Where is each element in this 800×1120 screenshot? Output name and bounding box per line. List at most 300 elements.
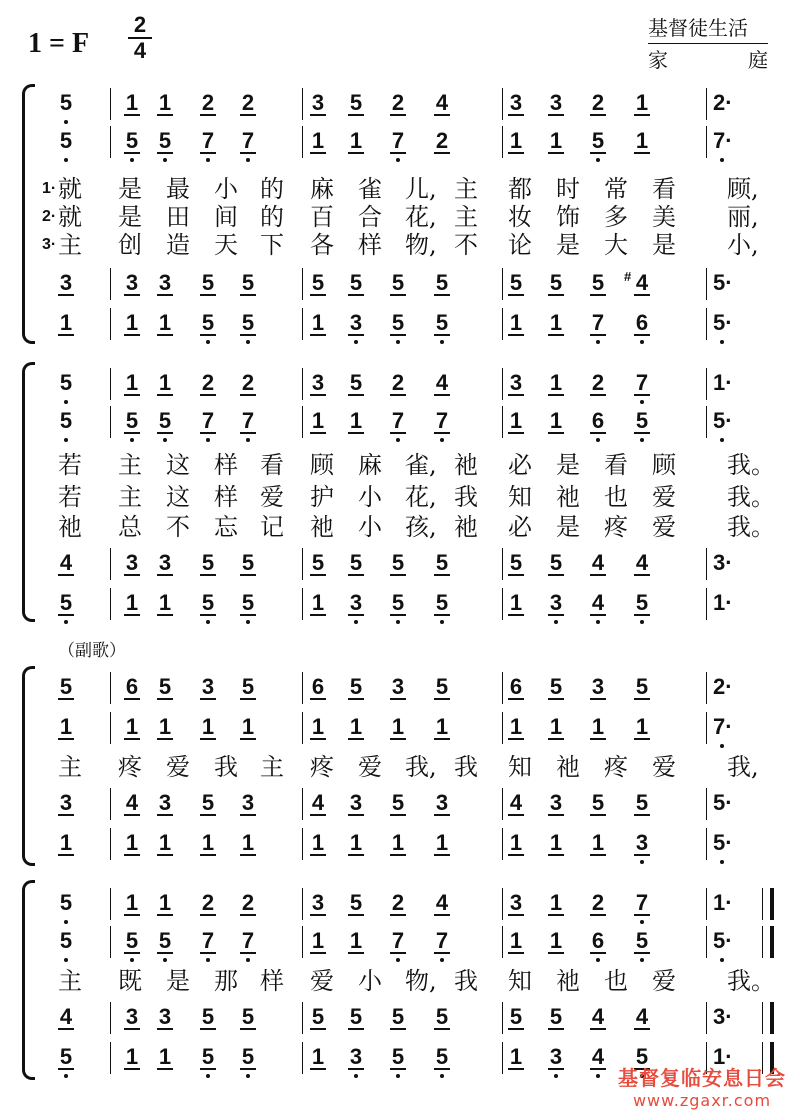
note: [309, 930, 327, 952]
note-digit: 6: [635, 310, 649, 335]
note-digit: 6: [509, 674, 523, 699]
note: [309, 892, 327, 914]
note-digit: 5: [391, 790, 405, 815]
note-underline: [390, 432, 406, 434]
lyric-syllable: 疼: [118, 753, 142, 781]
note: [433, 1046, 451, 1068]
note-underline: [157, 1028, 173, 1030]
bar-line: [302, 1042, 303, 1074]
low-octave-dot: [163, 438, 167, 442]
note: [309, 410, 327, 432]
note-underline: [157, 432, 173, 434]
note: [547, 1006, 565, 1028]
note: [507, 130, 525, 152]
note-digit: 5: [435, 1044, 449, 1069]
bar-line: [502, 548, 503, 580]
lyric-syllable: 物,: [405, 967, 437, 995]
note: [156, 716, 174, 738]
note: [589, 892, 607, 914]
note-underline: [124, 952, 140, 954]
lyric-syllable: 爱: [652, 513, 676, 541]
lyric-syllable: 看: [260, 451, 284, 479]
note-digit: 2: [591, 90, 605, 115]
note-underline: [508, 432, 524, 434]
bar-line: [302, 368, 303, 400]
note-underline: [634, 1028, 650, 1030]
note: [156, 592, 174, 614]
note-digit: 7: [201, 928, 215, 953]
lyric-syllable: 麻: [358, 451, 382, 479]
note-underline: [390, 814, 406, 816]
bar-line: [110, 926, 111, 958]
note-digit: 5·: [713, 928, 733, 953]
note-digit: 1: [635, 90, 649, 115]
lyric-syllable: 孩,: [405, 513, 437, 541]
note: [713, 372, 731, 394]
lyric-syllable: 是: [166, 967, 190, 995]
note-digit: 7: [241, 128, 255, 153]
note: [347, 1006, 365, 1028]
note-digit: 1: [125, 714, 139, 739]
note-digit: 7: [391, 128, 405, 153]
note-digit: 3: [509, 890, 523, 915]
note-digit: 5: [59, 370, 73, 395]
note-digit: 1: [311, 830, 325, 855]
note: [347, 832, 365, 854]
note: [347, 676, 365, 698]
note-underline: [310, 914, 326, 916]
note: [309, 92, 327, 114]
note: [589, 592, 607, 614]
note-digit: 5: [201, 590, 215, 615]
note-underline: [434, 334, 450, 336]
note-underline: [58, 574, 74, 576]
bar-line: [110, 308, 111, 340]
note-underline: [240, 614, 256, 616]
note-underline: [58, 814, 74, 816]
lyric-syllable: 我。: [727, 967, 775, 995]
note-underline: [508, 334, 524, 336]
note: [713, 676, 731, 698]
note-digit: 1: [311, 128, 325, 153]
note-digit: 1: [158, 1044, 172, 1069]
lyric-syllable: 也: [604, 967, 628, 995]
note: [123, 592, 141, 614]
note-underline: [348, 738, 364, 740]
note-digit: 6: [125, 674, 139, 699]
note-underline: [508, 294, 524, 296]
low-octave-dot: [206, 958, 210, 962]
note-digit: 1: [158, 370, 172, 395]
note: [547, 676, 565, 698]
note-digit: 7: [201, 408, 215, 433]
note: [589, 130, 607, 152]
note-digit: 4: [435, 90, 449, 115]
note: [389, 892, 407, 914]
note-digit: 5: [241, 270, 255, 295]
note: [156, 1006, 174, 1028]
note-digit: 3: [311, 90, 325, 115]
bar-line: [110, 268, 111, 300]
note: [57, 892, 75, 914]
note: [309, 552, 327, 574]
note: [156, 792, 174, 814]
note: [433, 592, 451, 614]
bar-line: [706, 672, 707, 704]
note: [309, 130, 327, 152]
low-octave-dot: [596, 958, 600, 962]
note: [347, 792, 365, 814]
note-underline: [124, 698, 140, 700]
note: [156, 130, 174, 152]
verse-number: 1·: [42, 180, 57, 197]
note: [547, 92, 565, 114]
lyric-syllable: 主: [118, 451, 142, 479]
note-digit: 5: [435, 590, 449, 615]
lyric-syllable: 爱: [358, 753, 382, 781]
note-digit: 5·: [713, 310, 733, 335]
note-digit: 5: [435, 674, 449, 699]
note-digit: 2: [241, 90, 255, 115]
note-underline: [548, 114, 564, 116]
note: [507, 792, 525, 814]
note-underline: [157, 334, 173, 336]
lyric-syllable: 丽,: [727, 203, 759, 231]
note: [389, 552, 407, 574]
watermark-name: 基督复临安息日会: [618, 1066, 786, 1090]
note-underline: [240, 294, 256, 296]
low-octave-dot: [720, 340, 724, 344]
low-octave-dot: [396, 1074, 400, 1078]
lyric-syllable: 论: [508, 231, 532, 259]
note-underline: [548, 698, 564, 700]
note-underline: [634, 334, 650, 336]
note-underline: [240, 334, 256, 336]
note: [507, 312, 525, 334]
note-digit: 5: [635, 790, 649, 815]
note-underline: [390, 294, 406, 296]
note-digit: 1: [549, 890, 563, 915]
lyric-syllable: 也: [604, 483, 628, 511]
bar-line: [502, 268, 503, 300]
note-digit: 5: [635, 408, 649, 433]
note-digit: 1: [158, 90, 172, 115]
note-underline: [240, 114, 256, 116]
low-octave-dot: [206, 438, 210, 442]
note: [433, 832, 451, 854]
note-digit: 1·: [713, 1044, 733, 1069]
bar-line: [502, 88, 503, 120]
bar-line: [110, 788, 111, 820]
note: [713, 892, 731, 914]
low-octave-dot: [440, 958, 444, 962]
low-octave-dot: [163, 958, 167, 962]
note: [389, 592, 407, 614]
note-digit: 3: [349, 310, 363, 335]
note: [433, 930, 451, 952]
note: [624, 269, 651, 295]
low-octave-dot: [163, 158, 167, 162]
note-digit: 3: [125, 550, 139, 575]
bar-line: [502, 406, 503, 438]
lyric-syllable: 儿,: [405, 175, 437, 203]
note: [547, 832, 565, 854]
note-underline: [157, 574, 173, 576]
note: [589, 552, 607, 574]
note-underline: [434, 738, 450, 740]
note-underline: [200, 294, 216, 296]
bar-line: [110, 672, 111, 704]
note: [589, 1046, 607, 1068]
note-underline: [310, 854, 326, 856]
note-digit: 7: [391, 928, 405, 953]
note-digit: 1: [158, 830, 172, 855]
lyric-syllable: 雀,: [405, 451, 437, 479]
note: [433, 130, 451, 152]
note-digit: 7: [201, 128, 215, 153]
note-underline: [434, 1028, 450, 1030]
note-underline: [157, 814, 173, 816]
lyric-syllable: 这: [166, 483, 190, 511]
note-underline: [310, 294, 326, 296]
note: [589, 92, 607, 114]
note-underline: [390, 854, 406, 856]
note: [433, 892, 451, 914]
bar-line: [706, 88, 707, 120]
note-underline: [124, 914, 140, 916]
note: [433, 92, 451, 114]
lyric-syllable: 都: [508, 175, 532, 203]
note-digit: 5: [201, 270, 215, 295]
note-underline: [200, 614, 216, 616]
note-underline: [58, 614, 74, 616]
low-octave-dot: [354, 340, 358, 344]
note: [633, 130, 651, 152]
note-underline: [548, 334, 564, 336]
bar-line: [706, 588, 707, 620]
note-underline: [390, 914, 406, 916]
note-underline: [390, 1028, 406, 1030]
note-digit: 5: [241, 1004, 255, 1029]
lyric-syllable: 不: [166, 513, 190, 541]
note-underline: [240, 854, 256, 856]
note-underline: [390, 574, 406, 576]
bar-line: [302, 712, 303, 744]
low-octave-dot: [396, 340, 400, 344]
note: [589, 372, 607, 394]
note-underline: [590, 1068, 606, 1070]
lyric-syllable: 总: [118, 513, 142, 541]
note: [589, 716, 607, 738]
lyric-syllable: 顾: [310, 451, 334, 479]
lyric-syllable: 爱: [652, 753, 676, 781]
note-digit: 1: [158, 310, 172, 335]
note-digit: 5: [435, 1004, 449, 1029]
bar-line: [110, 406, 111, 438]
bar-line: [110, 368, 111, 400]
low-octave-dot: [640, 438, 644, 442]
bar-line: [706, 126, 707, 158]
note: [507, 92, 525, 114]
note-underline: [200, 152, 216, 154]
note-digit: 1: [549, 714, 563, 739]
note-underline: [157, 614, 173, 616]
note: [309, 1006, 327, 1028]
lyric-syllable: 主: [58, 967, 82, 995]
note-digit: 3: [125, 270, 139, 295]
note-digit: 1: [201, 714, 215, 739]
note-underline: [590, 294, 606, 296]
note-underline: [590, 814, 606, 816]
low-octave-dot: [64, 400, 68, 404]
note: [433, 1006, 451, 1028]
note-underline: [310, 814, 326, 816]
note-digit: 5: [59, 90, 73, 115]
note-digit: 1: [158, 590, 172, 615]
note-underline: [310, 574, 326, 576]
sharp-sign: #: [624, 269, 632, 284]
low-octave-dot: [440, 438, 444, 442]
note-digit: 5·: [713, 270, 733, 295]
bar-line: [110, 1042, 111, 1074]
note-underline: [590, 114, 606, 116]
note-digit: 5: [349, 550, 363, 575]
lyric-syllable: 间: [214, 203, 238, 231]
hymnal-title: 基督徒生活: [648, 12, 768, 44]
lyric-syllable: 时: [556, 175, 580, 203]
note-underline: [200, 738, 216, 740]
source-label: [648, 12, 768, 73]
lyric-syllable: 知: [508, 753, 532, 781]
note-digit: 5: [59, 890, 73, 915]
note: [507, 592, 525, 614]
note-digit: 3: [59, 270, 73, 295]
bar-line: [502, 368, 503, 400]
hymnal-section: [648, 44, 768, 73]
note: [633, 312, 651, 334]
lyric-syllable: 多: [604, 203, 628, 231]
final-bar-thin: [762, 888, 763, 920]
note: [309, 1046, 327, 1068]
note-digit: 5: [158, 128, 172, 153]
note: [347, 1046, 365, 1068]
lyric-syllable: 创: [118, 231, 142, 259]
note-underline: [348, 152, 364, 154]
watermark: [618, 1062, 786, 1110]
low-octave-dot: [64, 438, 68, 442]
note-digit: 2: [241, 890, 255, 915]
low-octave-dot: [64, 120, 68, 124]
note-underline: [434, 574, 450, 576]
final-bar-thin: [762, 926, 763, 958]
note: [713, 410, 731, 432]
bar-line: [302, 548, 303, 580]
bar-line: [302, 788, 303, 820]
note-digit: 1: [349, 408, 363, 433]
bar-line: [302, 308, 303, 340]
note: [547, 552, 565, 574]
note-underline: [200, 952, 216, 954]
note: [389, 1006, 407, 1028]
note-digit: 5: [311, 270, 325, 295]
lyric-syllable: 顾,: [727, 175, 759, 203]
note: [123, 272, 141, 294]
bar-line: [110, 712, 111, 744]
lyric-syllable: 若: [58, 483, 82, 511]
lyric-syllable: 我。: [727, 483, 775, 511]
low-octave-dot: [396, 438, 400, 442]
note: [633, 552, 651, 574]
note-underline: [508, 614, 524, 616]
note: [547, 130, 565, 152]
note: [633, 892, 651, 914]
note-digit: 3: [158, 1004, 172, 1029]
note: [239, 1046, 257, 1068]
note-digit: 1: [349, 714, 363, 739]
note: [199, 930, 217, 952]
note-digit: 3: [59, 790, 73, 815]
note-underline: [348, 952, 364, 954]
note-digit: 1: [125, 90, 139, 115]
note-underline: [124, 114, 140, 116]
bar-line: [302, 406, 303, 438]
lyric-syllable: 小: [358, 513, 382, 541]
lyric-syllable: 看: [652, 175, 676, 203]
note-digit: 1: [549, 370, 563, 395]
note: [57, 372, 75, 394]
lyric-syllable: 疼: [604, 513, 628, 541]
lyric-syllable: 我。: [727, 513, 775, 541]
note: [507, 1006, 525, 1028]
note: [547, 1046, 565, 1068]
lyric-syllable: 样: [358, 231, 382, 259]
note: [589, 792, 607, 814]
note: [433, 312, 451, 334]
note-digit: 2·: [713, 674, 733, 699]
low-octave-dot: [720, 958, 724, 962]
lyric-syllable: 疼: [310, 753, 334, 781]
lyric-syllable: 看: [604, 451, 628, 479]
note-underline: [348, 1068, 364, 1070]
note-underline: [310, 432, 326, 434]
bar-line: [706, 712, 707, 744]
note-underline: [240, 574, 256, 576]
final-bar-thin: [762, 1002, 763, 1034]
note-underline: [434, 152, 450, 154]
low-octave-dot: [246, 620, 250, 624]
note-underline: [634, 432, 650, 434]
note-underline: [348, 334, 364, 336]
low-octave-dot: [64, 1074, 68, 1078]
bar-line: [706, 308, 707, 340]
note-digit: 6: [591, 928, 605, 953]
note-digit: 5: [59, 1044, 73, 1069]
lyric-syllable: 我: [214, 753, 238, 781]
lyric-syllable: 主: [118, 483, 142, 511]
bar-line: [302, 828, 303, 860]
note-digit: 5: [201, 310, 215, 335]
lyric-syllable: 护: [310, 483, 334, 511]
low-octave-dot: [64, 158, 68, 162]
note: [123, 676, 141, 698]
bar-line: [502, 712, 503, 744]
note-digit: 1: [125, 370, 139, 395]
note-digit: 5: [125, 928, 139, 953]
note-underline: [157, 294, 173, 296]
note-digit: 3: [311, 370, 325, 395]
lyric-syllable: 疼: [604, 753, 628, 781]
low-octave-dot: [130, 958, 134, 962]
